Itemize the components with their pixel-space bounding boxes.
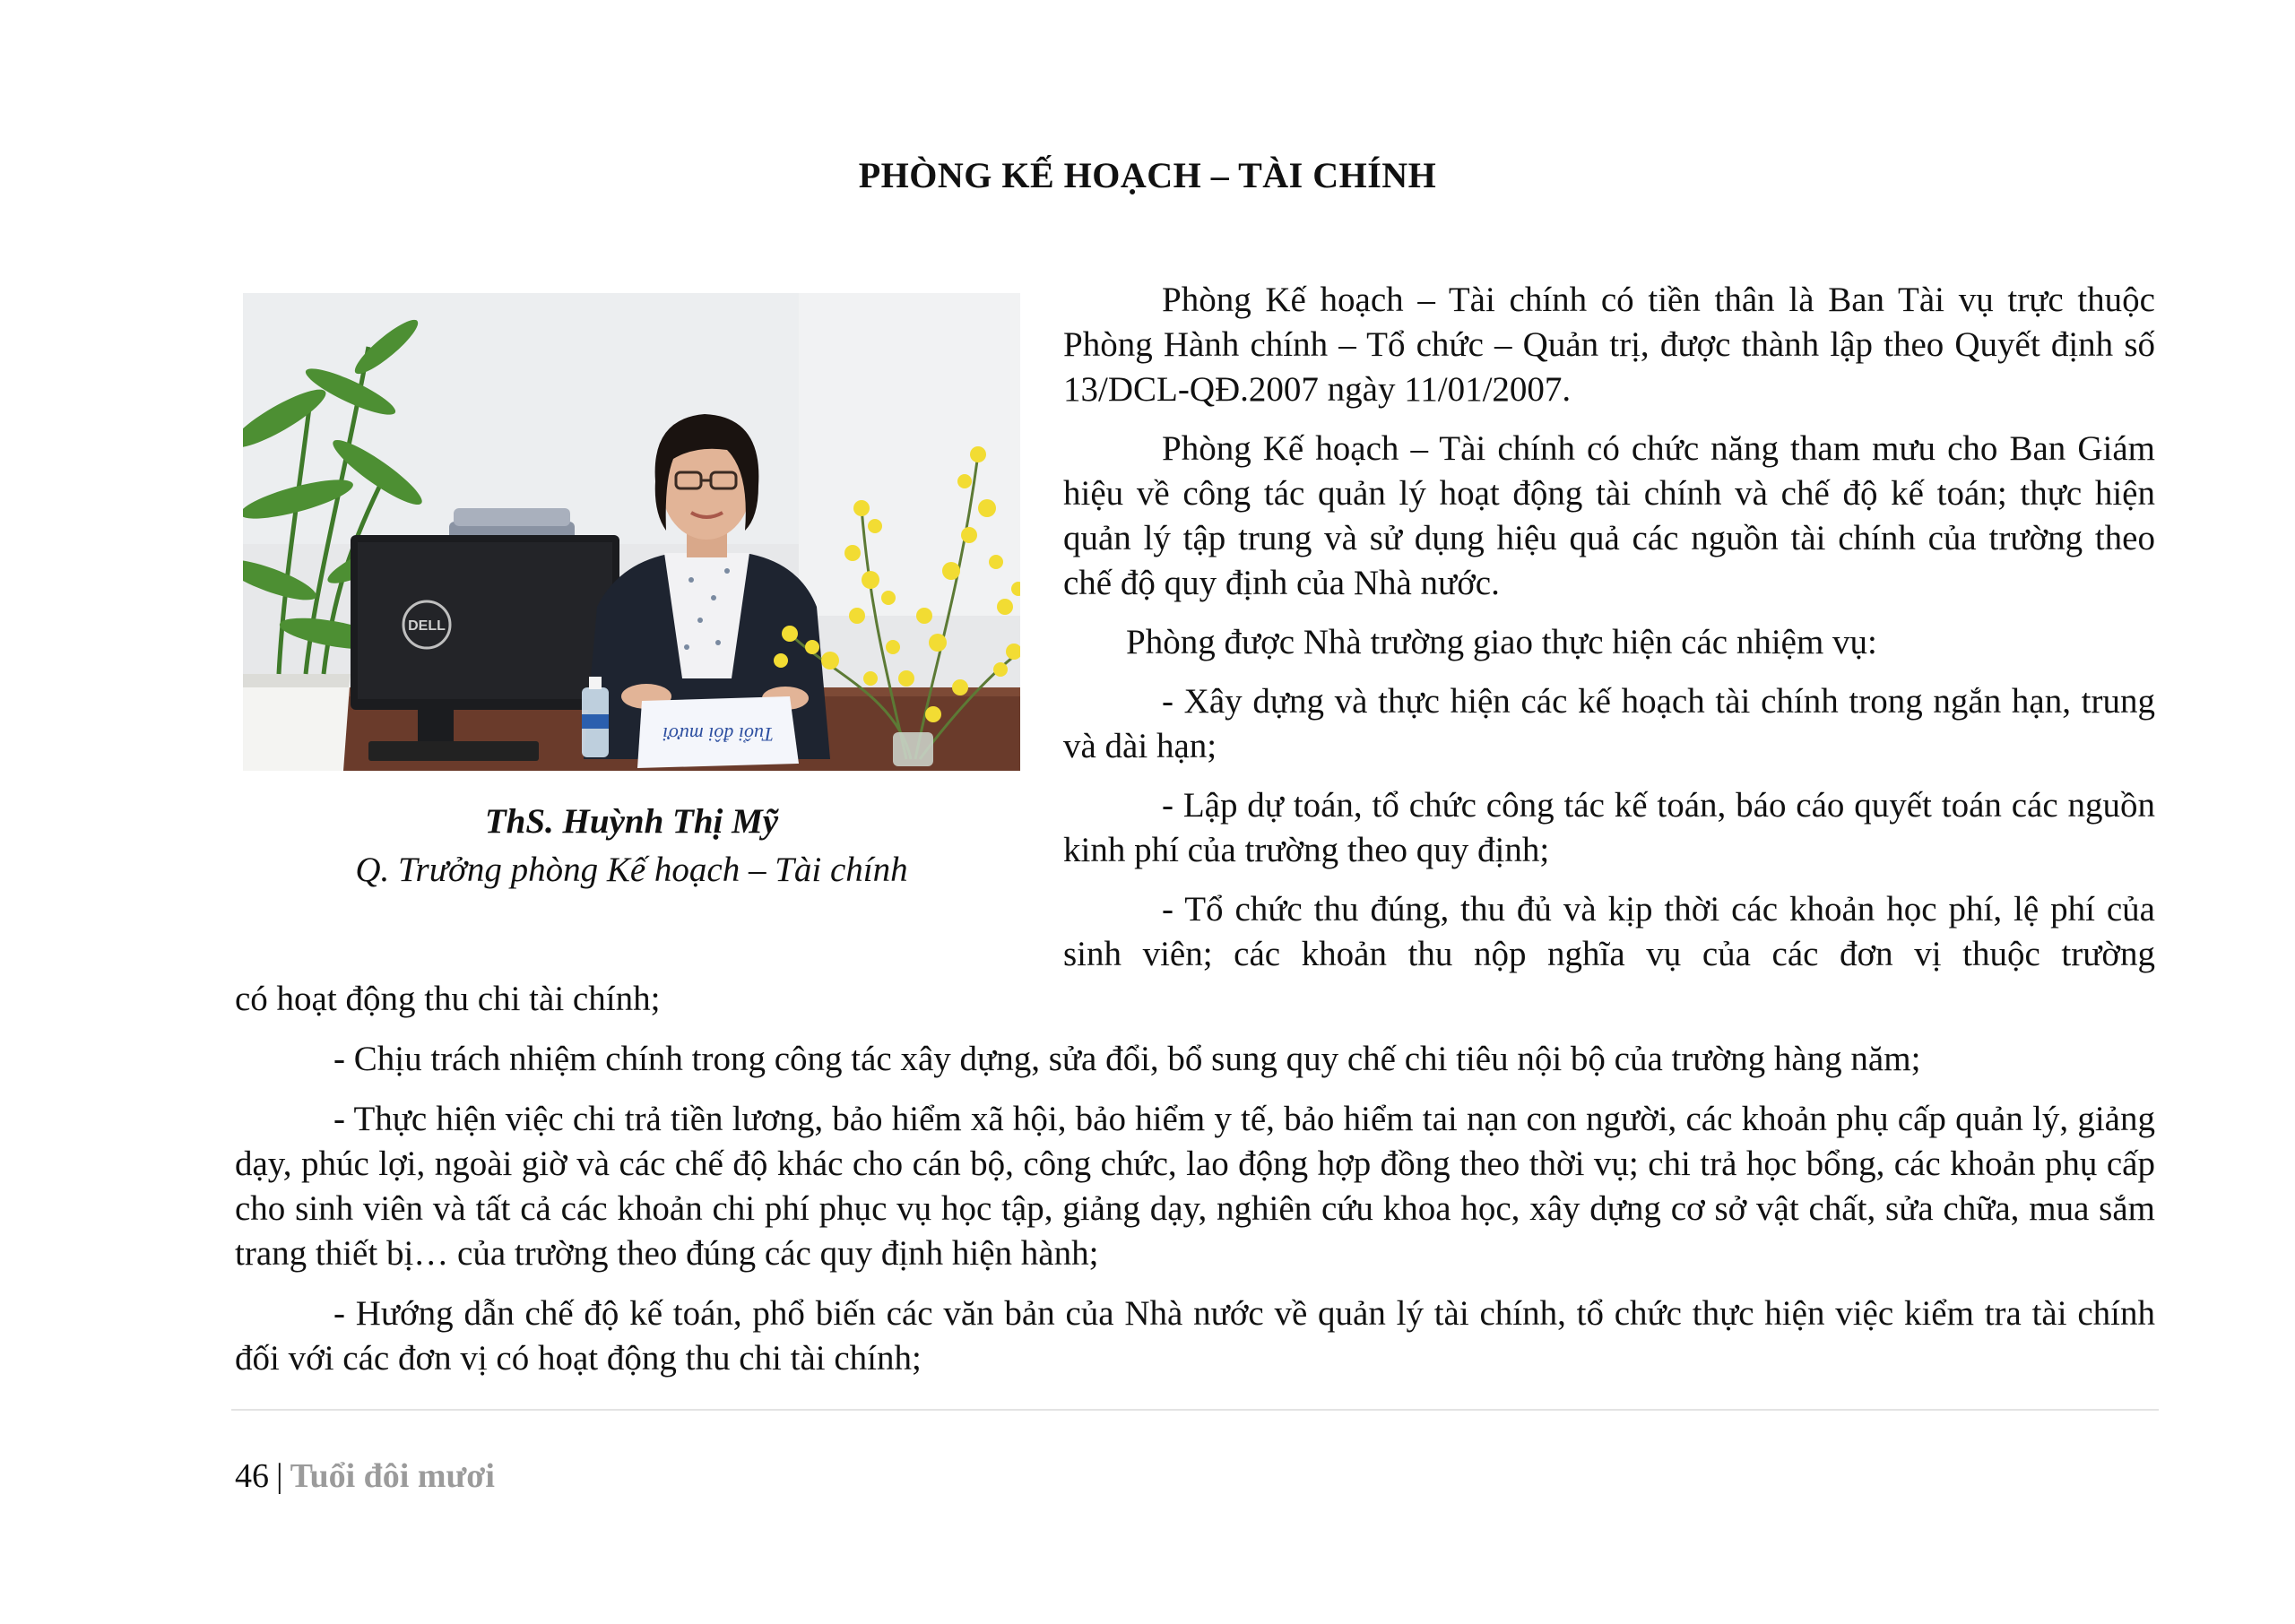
page-title: PHÒNG KẾ HOẠCH – TÀI CHÍNH	[858, 155, 1437, 195]
book-cover-text: Tuổi đôi mươi	[663, 723, 774, 746]
paragraph-duties-intro: Phòng được Nhà trường giao thực hiện các nhiệm vụ:	[1126, 623, 1877, 661]
footer-divider	[231, 1409, 2159, 1411]
paragraph-function: Phòng Kế hoạch – Tài chính có chức năng tham mưu cho Ban Giám hiệu về công tác quản lý hoạt động tài chính và chế độ kế toán; thực hiện quản lý tập trung và sử dụng hiệu quả các nguồn tài chính của trường theo chế độ quy định của Nhà nước.	[1063, 429, 2155, 602]
footer-separator: |	[276, 1457, 283, 1495]
duty-item-3: - Tổ chức thu đúng, thu đủ và kịp thời các khoản học phí, lệ phí của sinh viên; các khoản thu nộp nghĩa vụ của các đơn vị thuộc trường	[1063, 890, 2155, 973]
portrait-photo	[243, 293, 1020, 771]
duty-item-5: - Thực hiện việc chi trả tiền lương, bảo hiểm xã hội, bảo hiểm y tế, bảo hiểm tai nạn con người, các khoản phụ cấp quản lý, giảng dạy, phúc lợi, ngoài giờ và các chế độ khác cho cán bộ, công chức, lao động hợp đồng theo thời vụ; chi trả học bổng, các khoản phụ cấp cho sinh viên và tất cả các khoản chi phí phục vụ học tập, giảng dạy, nghiên cứu khoa học, xây dựng cơ sở vật chất, sửa chữa, mua sắm trang thiết bị… của trường theo đúng các quy định hiện hành;	[235, 1100, 2155, 1273]
page-number: 46	[235, 1457, 269, 1495]
duty-item-6: - Hướng dẫn chế độ kế toán, phổ biến các văn bản của Nhà nước về quản lý tài chính, tổ chức thực hiện việc kiểm tra tài chính đối với các đơn vị có hoạt động thu chi tài chính;	[235, 1294, 2155, 1378]
monitor-logo: DELL	[408, 618, 446, 634]
paragraph-history: Phòng Kế hoạch – Tài chính có tiền thân là Ban Tài vụ trực thuộc Phòng Hành chính – Tổ chức – Quản trị, được thành lập theo Quyết định số 13/DCL-QĐ.2007 ngày 11/01/2007.	[1063, 281, 2155, 409]
caption-name: ThS. Huỳnh Thị Mỹ	[484, 802, 779, 841]
duty-item-1: - Xây dựng và thực hiện các kế hoạch tài chính trong ngắn hạn, trung và dài hạn;	[1063, 682, 2155, 765]
page-footer	[235, 1454, 495, 1499]
photo-illustration	[243, 293, 1020, 771]
duty-item-2: - Lập dự toán, tổ chức công tác kế toán, báo cáo quyết toán các nguồn kinh phí của trường theo quy định;	[1063, 786, 2155, 869]
duty-item-4: - Chịu trách nhiệm chính trong công tác xây dựng, sửa đổi, bổ sung quy chế chi tiêu nội bộ của trường hàng năm;	[333, 1040, 1921, 1078]
duty-item-3-continued: có hoạt động thu chi tài chính;	[235, 980, 661, 1018]
caption-role: Q. Trưởng phòng Kế hoạch – Tài chính	[355, 851, 908, 889]
book-title: Tuổi đôi mươi	[290, 1457, 495, 1495]
